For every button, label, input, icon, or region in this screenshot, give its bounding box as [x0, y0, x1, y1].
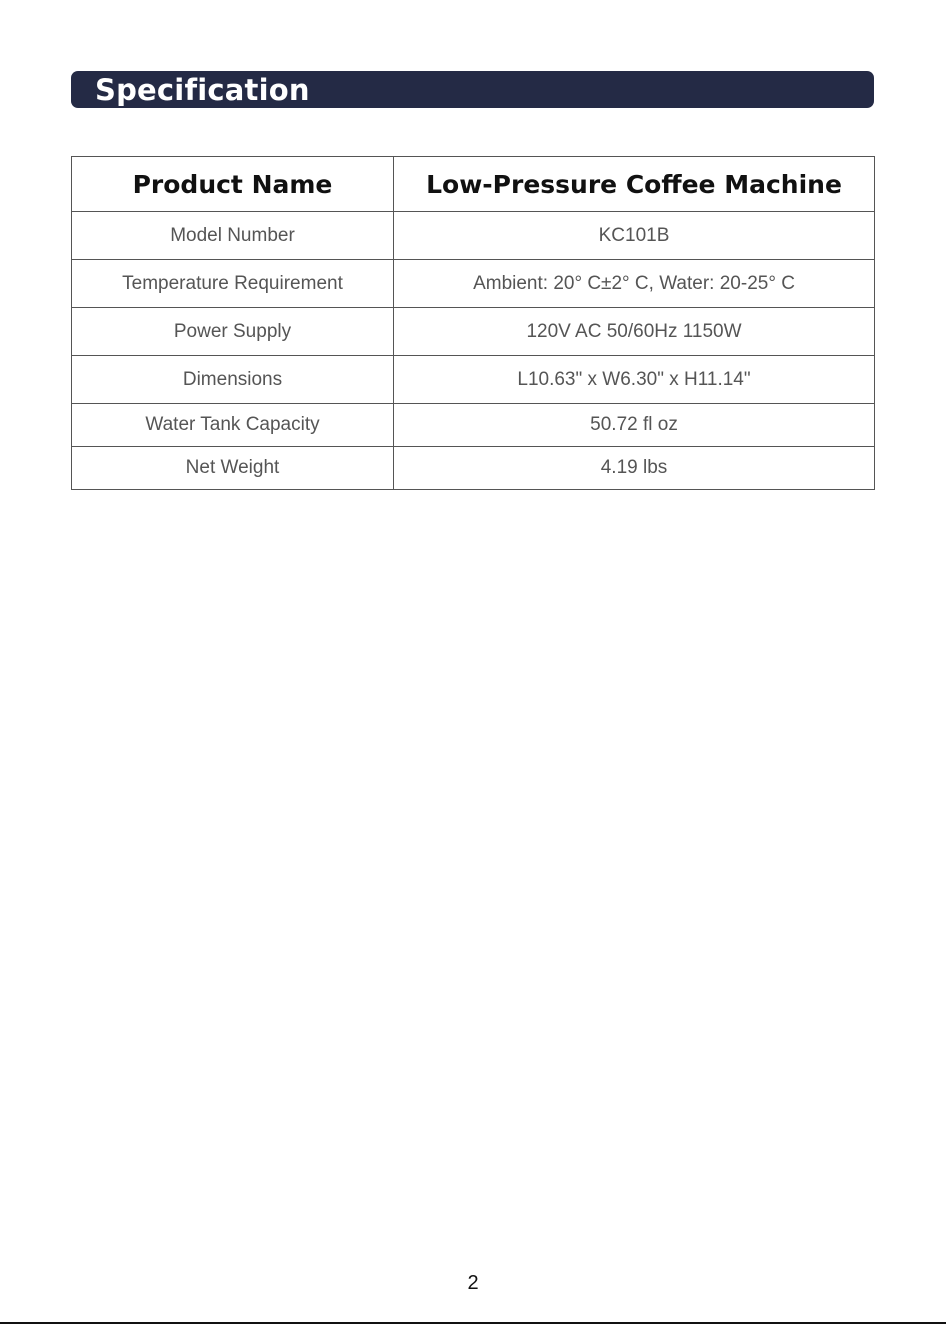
row-label-water-tank: Water Tank Capacity [72, 404, 394, 447]
table-row [72, 356, 875, 404]
page-number: 2 [467, 1272, 479, 1294]
table-row [72, 404, 875, 447]
row-label-power-supply: Power Supply [72, 308, 394, 356]
row-value-power-supply: 120V AC 50/60Hz 1150W [394, 308, 875, 356]
section-banner [71, 71, 874, 108]
row-value-model-number: KC101B [394, 212, 875, 260]
header-value-cell: Low-Pressure Coffee Machine [394, 157, 875, 212]
table-row [72, 308, 875, 356]
row-label-temperature: Temperature Requirement [72, 260, 394, 308]
row-value-net-weight: 4.19 lbs [394, 447, 875, 490]
spec-table [71, 156, 875, 490]
row-label-net-weight: Net Weight [72, 447, 394, 490]
table-row [72, 260, 875, 308]
section-title: Specification [95, 73, 310, 107]
row-label-model-number: Model Number [72, 212, 394, 260]
header-label-cell: Product Name [72, 157, 394, 212]
table-header-row [72, 157, 875, 212]
row-value-temperature: Ambient: 20° C±2° C, Water: 20-25° C [394, 260, 875, 308]
row-value-water-tank: 50.72 fl oz [394, 404, 875, 447]
row-value-dimensions: L10.63" x W6.30" x H11.14" [394, 356, 875, 404]
row-label-dimensions: Dimensions [72, 356, 394, 404]
table-row [72, 447, 875, 490]
table-row [72, 212, 875, 260]
